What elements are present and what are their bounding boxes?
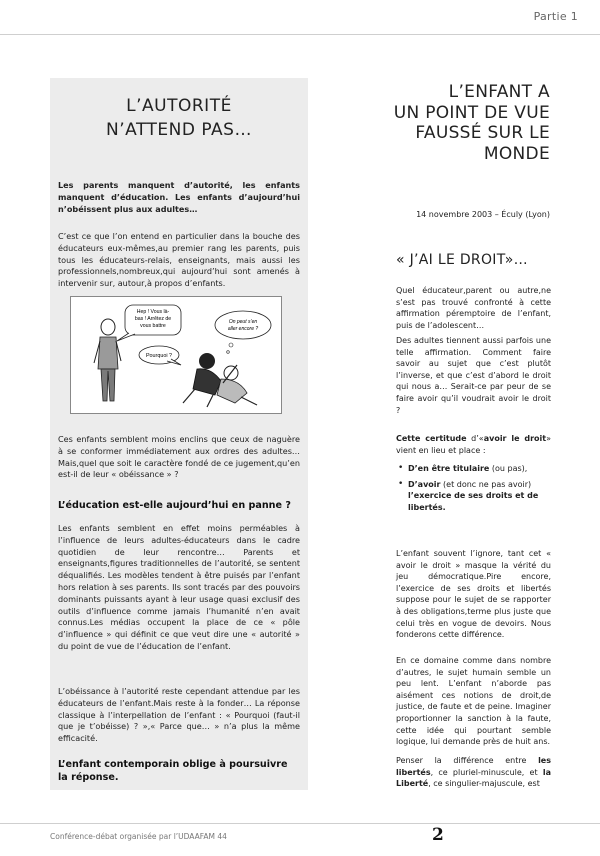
left-paragraph-1: C’est ce que l’on entend en particulier dans la bouche des éducateurs eux-mêmes,au premier rang les parents, puis tous les éducateurs-relais, enseignants, mais aussi les professionnels,nombreux,qui aujourd’hui sont amenés à intervenir sur, autour,à propos d’enfants. <box>58 231 300 289</box>
certitude-mid: d’« <box>466 434 484 443</box>
right-title-line-3: FAUSSÉ SUR LE <box>415 123 550 143</box>
cartoon-illustration <box>70 296 282 414</box>
para5-part-a: Penser la différence entre <box>396 756 539 765</box>
bullet-2-bold: D’avoir <box>408 479 441 489</box>
footer-divider <box>0 823 600 824</box>
bullet-1-rest: (ou pas), <box>489 464 528 473</box>
left-heading-1: L’éducation est-elle aujourd’hui en panne ? <box>58 500 291 511</box>
right-paragraph-3: L’enfant souvent l’ignore, tant cet « avoir le droit » masque la vérité du jeu démocratique.Pire encore, l’exercice de ses droits et libertés suppose pour le sujet de se rapporter à des obligations,terme plus juste que celui très en vogue de devoirs. Nous fonderons cette différence. <box>396 549 551 640</box>
left-sidebar-panel <box>50 78 308 790</box>
right-title <box>310 82 550 164</box>
bubble-3-text: Pourquoi ? <box>145 353 173 359</box>
event-date: 14 novembre 2003 – Éculy (Lyon) <box>416 210 550 219</box>
header-part-label: Partie 1 <box>533 10 578 23</box>
right-paragraph-5 <box>396 755 551 790</box>
bullet-2-bold-2: l’exercice de ses droits et de libertés. <box>408 491 539 512</box>
certitude-bold-1: Cette certitude <box>396 434 467 443</box>
page-number: 2 <box>432 825 444 845</box>
para5-part-d: , ce singulier-majuscule, est <box>428 779 540 789</box>
left-title <box>50 94 308 142</box>
para5-bold-1: les libertés <box>396 756 551 777</box>
certitude-bold-2: avoir le droit <box>483 434 547 443</box>
bubble-2-line-1: On peut s’en <box>228 319 258 325</box>
right-subtitle: « J’AI LE DROIT»… <box>396 252 528 268</box>
right-paragraph-4: En ce domaine comme dans nombre d’autres, le sujet humain semble un peu lent. L’enfant n’aborde pas aisément ces notions de droit,de justice, de faute et de peine. Imaginer proportionner la sanction à la faute, cette idée qui pourtant semble logique, lui demande près de huit ans. <box>396 656 551 747</box>
rights-list-item-1 <box>396 463 551 475</box>
left-title-line-1: L’AUTORITÉ <box>126 96 232 116</box>
bubble-1-line-2: bas ! Arrêtez de <box>134 316 172 322</box>
bubble-1-line-3: vous battre <box>140 323 166 329</box>
bullet-1-bold: D’en être titulaire <box>408 464 490 473</box>
left-paragraph-4: L’obéissance à l’autorité reste cependant attendue par les éducateurs de l’enfant.Mais reste à la fonder… La réponse classique à l’interpellation de l’enfant : « Pourquoi (faut-il que je t’obéisse) ? »,« Parce que… » n’a plus la même efficacité. <box>58 686 300 744</box>
right-paragraph-1: Quel éducateur,parent ou autre,ne s’est pas trouvé confronté à cette affirmation péremptoire de l’enfant, puis de l’adolescent… <box>396 286 551 330</box>
left-paragraph-2: Ces enfants semblent moins enclins que ceux de naguère à se conformer immédiatement aux ordres des adultes… Mais,quel que soit le caractère fondé de ce jugement,qu’en est-il de leur « obéissance » ? <box>58 434 300 480</box>
bullet-2-mid: (et donc ne pas avoir) <box>440 479 532 489</box>
para5-part-c: , ce pluriel-minuscule, et <box>430 767 543 777</box>
left-intro: Les parents manquent d’autorité, les enfants manquent d’éducation. Les enfants d’aujourd’hui n’obéissent plus aux adultes… <box>58 180 300 214</box>
right-certitude <box>396 433 551 456</box>
certitude-end: » vient en lieu et place : <box>396 434 551 455</box>
bubble-1-line-1: Hep ! Vous là- <box>136 309 170 315</box>
left-paragraph-3: Les enfants semblent en effet moins perméables à l’influence de leurs adultes-éducateurs dans le cadre quotidien de leur rencontre… Parents et enseignants,figures traditionnelles de l’autorité, se sentent déqualifiés. Les modèles tendent à être puisés par l’enfant hors relation à ses parents. Ils sont tracés par des pouvoirs dominants puissants ayant à leur usage quasi exclusif des outils d’influence comme jamais l’humanité n’en avait connus.Les médias occupent la place de ce « pôle d’influence » qui définit ce que veut dire une « autorité » du point de vue de l’éducation de l’enfant. <box>58 523 300 651</box>
para5-bold-2: la Liberté <box>396 767 551 789</box>
rights-list <box>396 463 551 517</box>
bubble-2-line-2: aller encore ? <box>227 326 259 332</box>
right-title-line-2: UN POINT DE VUE <box>393 102 550 123</box>
footer-credit: Conférence-débat organisée par l’UDAAFAM 44 <box>50 832 227 841</box>
rights-list-item-2 <box>396 479 551 514</box>
right-title-line-4: MONDE <box>483 143 550 164</box>
left-title-line-2: N’ATTEND PAS… <box>106 120 252 140</box>
cartoon-drawing <box>71 297 281 413</box>
left-heading-2: L’enfant contemporain oblige à poursuivre la réponse. <box>58 759 288 783</box>
right-title-line-1: L’ENFANT A <box>448 82 550 102</box>
header-divider <box>0 34 600 35</box>
right-paragraph-2: Des adultes tiennent aussi parfois une telle affirmation. Comment faire savoir au sujet que c’est plutôt l’inverse, et que c’est d’abord le droit qui nous a… Serait-ce par peur de se faire avoir qu’il voudrait avoir le droit ? <box>396 336 551 415</box>
